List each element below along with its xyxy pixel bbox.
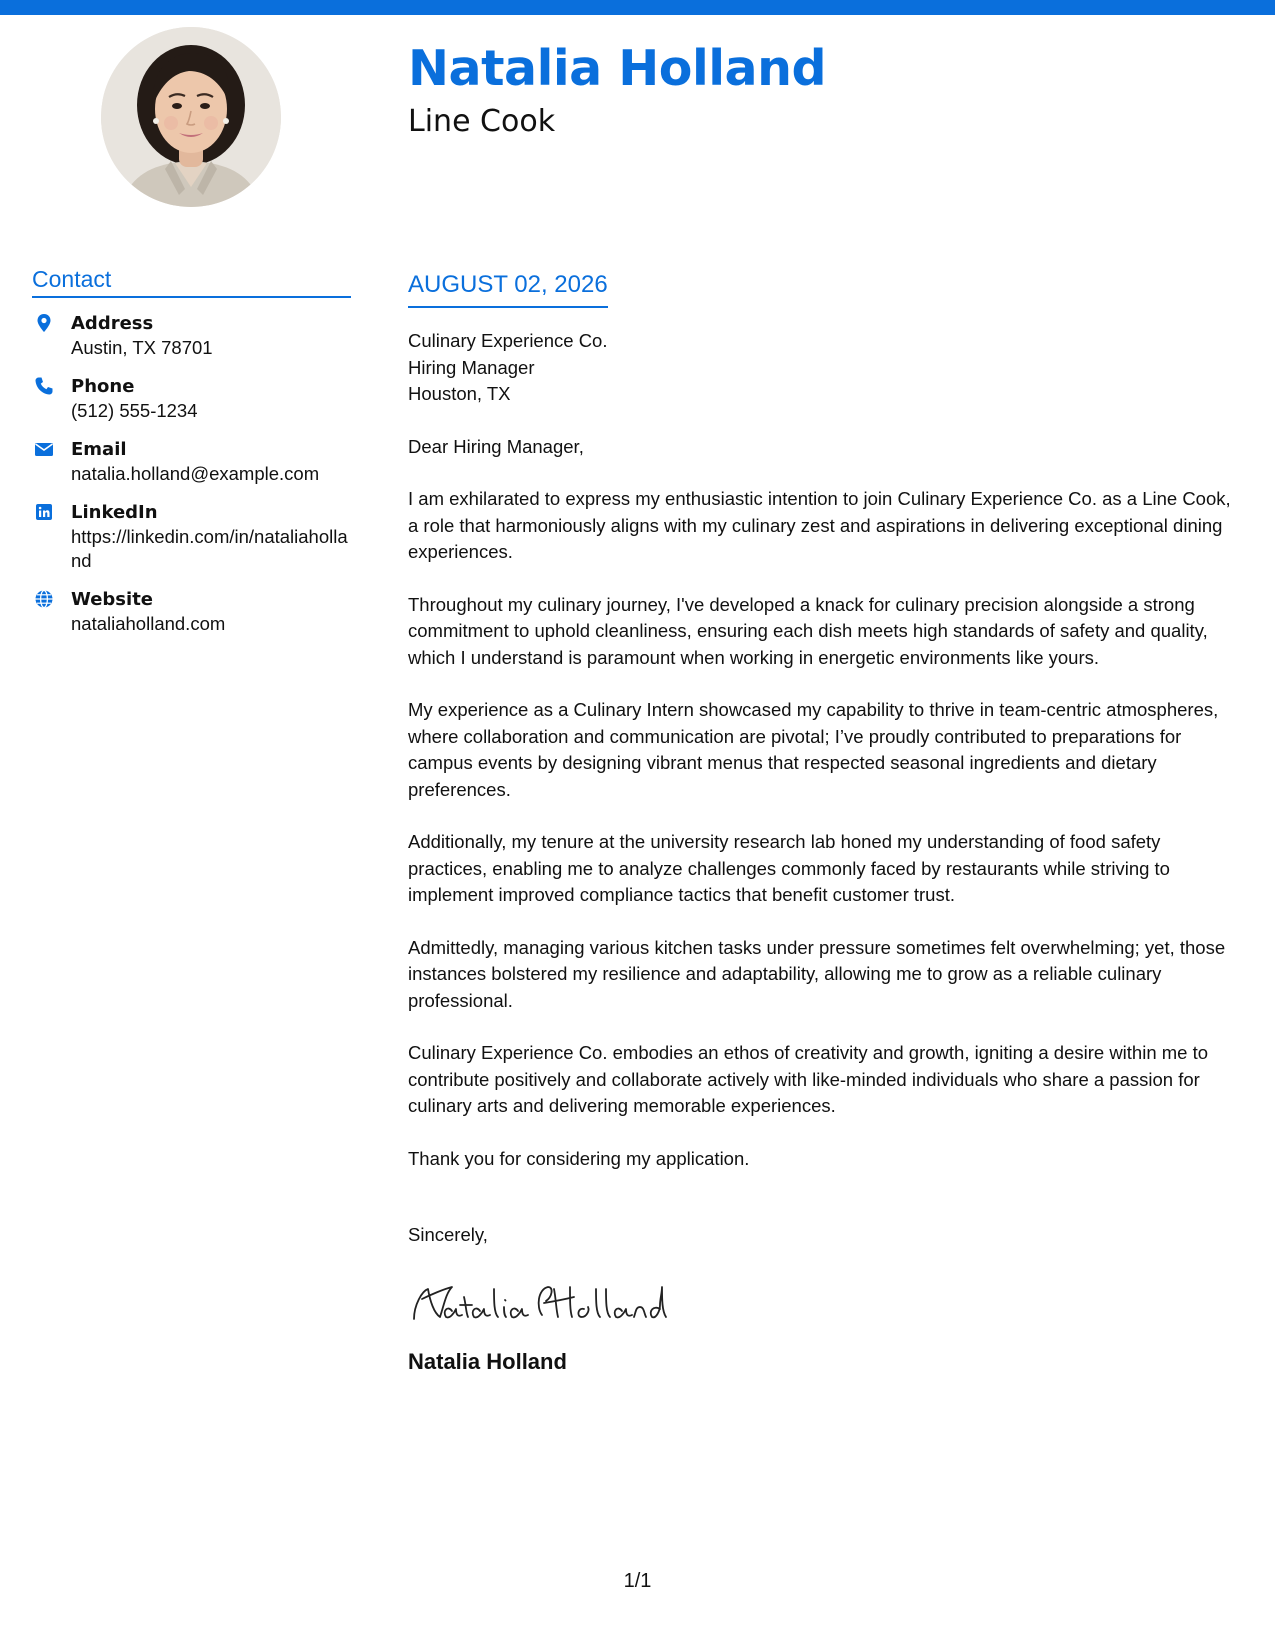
contact-item-linkedin (32, 500, 351, 573)
body-paragraph: Culinary Experience Co. embodies an ethos of creativity and growth, igniting a desire within me to contribute positively and collaborate actively with like-minded individuals who share a passion for culinary arts and delivering memorable experiences. (408, 1042, 1209, 1116)
portrait-image (101, 27, 281, 207)
cover-letter (408, 270, 1243, 1375)
recipient-company: Culinary Experience Co. (408, 330, 608, 351)
contact-label: Email (71, 439, 127, 460)
globe-icon (34, 589, 54, 609)
contact-heading: Contact (32, 266, 351, 298)
letter-date: AUGUST 02, 2026 (408, 270, 608, 308)
body-paragraph: Thank you for considering my application. (408, 1147, 750, 1169)
contact-sidebar (32, 266, 351, 650)
signer-name: Natalia Holland (408, 1348, 567, 1374)
address-value: Austin, TX 78701 (71, 337, 213, 358)
contact-item-phone (32, 374, 351, 423)
contact-item-website (32, 587, 351, 636)
recipient-contact: Hiring Manager (408, 356, 535, 378)
email-value[interactable]: natalia.holland@example.com (71, 463, 320, 484)
body-paragraph: Additionally, my tenure at the university research lab honed my understanding of food safety practices, enabling me to analyze challenges commonly faced by restaurants while striving to implement improved compliance tactics that benefit customer trust. (408, 831, 1170, 905)
contact-item-email (32, 437, 351, 486)
body-paragraph: I am exhilarated to express my enthusiastic intention to join Culinary Experience Co. as a Line Cook, a role that harmoniously aligns with my culinary zest and aspirations in delivering exceptional dining experiences. (408, 488, 1231, 562)
recipient-block (408, 328, 1243, 408)
job-title: Line Cook (408, 104, 556, 139)
contact-list (32, 311, 351, 636)
map-pin-icon (34, 313, 54, 333)
contact-label: LinkedIn (71, 502, 158, 523)
linkedin-value[interactable]: https://linkedin.com/in/nataliaholland (71, 526, 348, 571)
website-value[interactable]: nataliaholland.com (71, 613, 226, 634)
signature-image (408, 1275, 668, 1331)
salutation: Dear Hiring Manager, (408, 435, 584, 457)
applicant-name: Natalia Holland (408, 40, 827, 97)
body-paragraph: Throughout my culinary journey, I've developed a knack for culinary precision alongside a strong commitment to uphold cleanliness, ensuring each dish meets high standards of safety and quality, which I understand is paramount when working in energetic environments like yours. (408, 593, 1208, 668)
linkedin-icon (34, 502, 54, 522)
page-number: 1/1 (623, 1570, 652, 1592)
envelope-icon (34, 439, 54, 459)
phone-value: (512) 555-1234 (71, 400, 198, 421)
handwritten-signature (408, 1275, 1243, 1331)
closing: Sincerely, (408, 1224, 488, 1245)
body-paragraph: My experience as a Culinary Intern showcased my capability to thrive in team-centric atmospheres, where collaboration and communication are pivotal; I’ve proudly contributed to preparations for campus events by designing vibrant menus that respected seasonal ingredients and dietary preferences. (408, 699, 1219, 800)
contact-item-address (32, 311, 351, 360)
top-accent-bar (0, 0, 1275, 15)
profile-photo (101, 27, 281, 207)
phone-icon (34, 376, 54, 396)
body-paragraph: Admittedly, managing various kitchen tasks under pressure sometimes felt overwhelming; yet, those instances bolstered my resilience and adaptability, allowing me to grow as a reliable culinary professional. (408, 936, 1226, 1011)
contact-label: Website (71, 589, 154, 610)
recipient-location: Houston, TX (408, 383, 511, 404)
contact-label: Address (71, 313, 154, 334)
contact-label: Phone (71, 376, 135, 397)
